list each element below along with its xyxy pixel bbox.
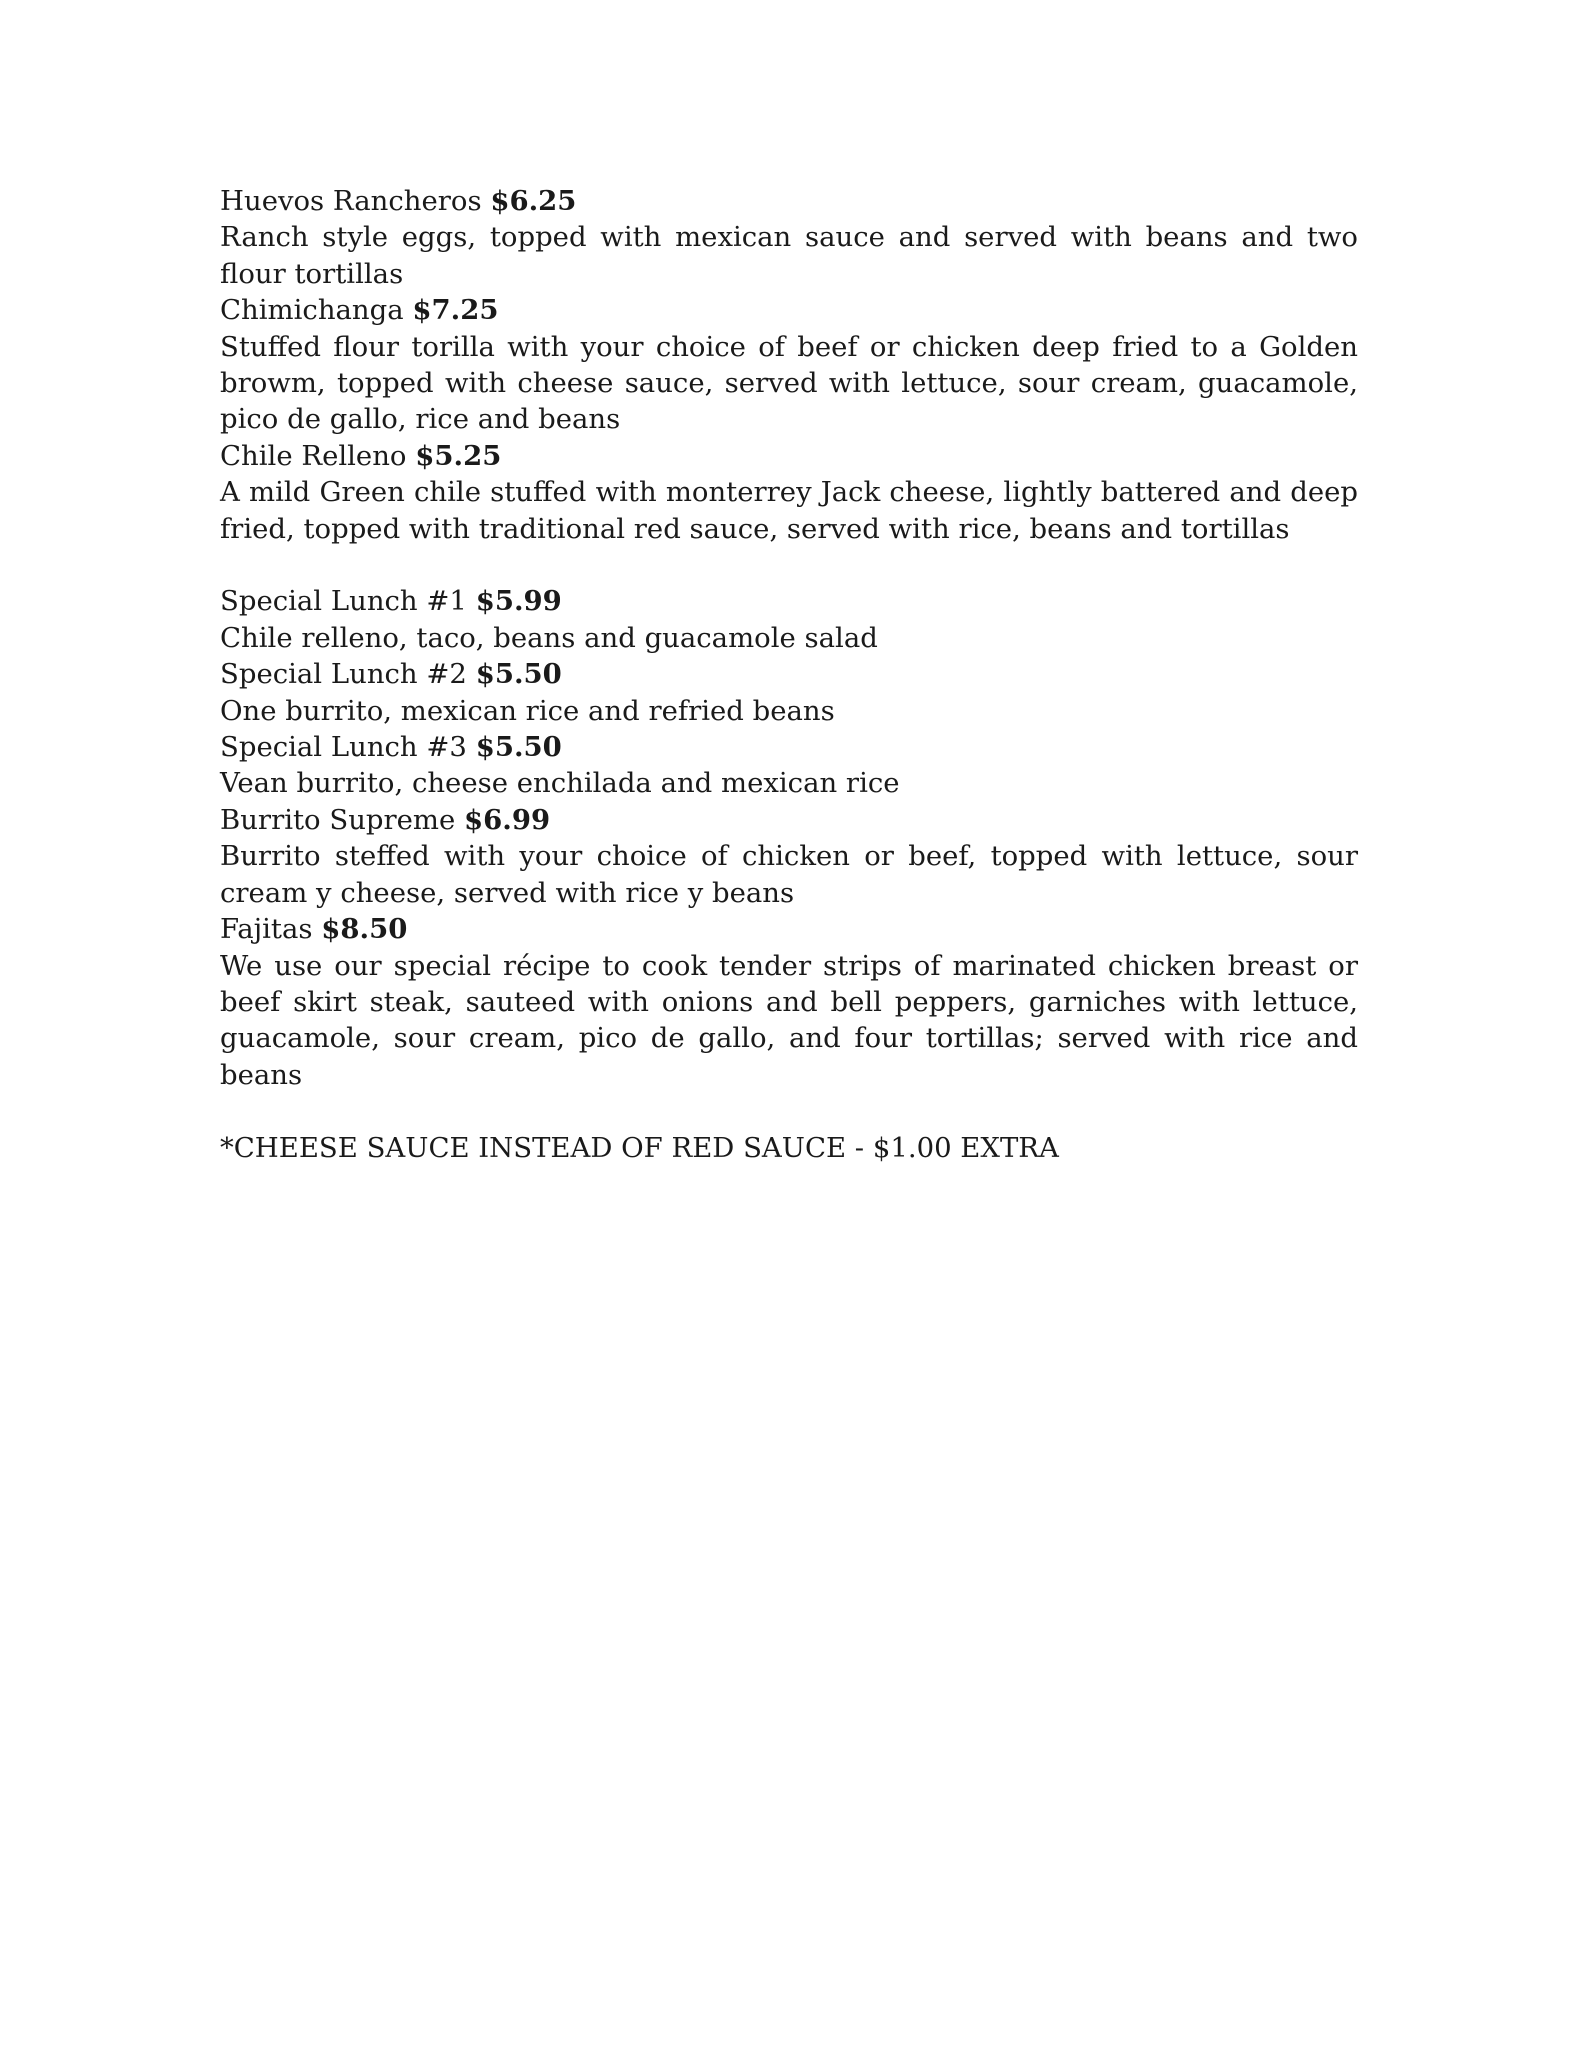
menu-item-name: Burrito Supreme — [220, 803, 456, 836]
section-spacer — [220, 1093, 1358, 1129]
menu-item — [220, 656, 1358, 729]
menu-item — [220, 911, 1358, 1093]
menu-item-name: Special Lunch #3 — [220, 731, 467, 764]
menu-item-description: Chile relleno, taco, beans and guacamole salad — [220, 621, 878, 654]
menu-section-specials — [220, 583, 1358, 1093]
menu-item-description: Stuffed flour torilla with your choice of beef or chicken deep fried to a Golden browm, topped with cheese sauce, served with lettuce, sour cream, guacamole, pico de gallo, rice and beans — [220, 330, 1358, 436]
menu-item-heading — [220, 656, 1358, 692]
menu-item — [220, 438, 1358, 547]
menu-item-price: $7.25 — [412, 294, 499, 327]
menu-page — [220, 183, 1358, 1166]
footnote: *CHEESE SAUCE INSTEAD OF RED SAUCE - $1.00 EXTRA — [220, 1131, 1059, 1164]
menu-item-heading — [220, 802, 1358, 838]
menu-item-description: A mild Green chile stuffed with monterrey Jack cheese, lightly battered and deep fried, topped with traditional red sauce, served with rice, beans and tortillas — [220, 476, 1358, 545]
menu-item-price: $6.99 — [464, 803, 551, 836]
menu-item — [220, 802, 1358, 911]
menu-item-heading — [220, 292, 1358, 328]
menu-item-description: One burrito, mexican rice and refried beans — [220, 694, 835, 727]
menu-item-heading — [220, 911, 1358, 947]
section-spacer — [220, 547, 1358, 583]
menu-item-description: Burrito steffed with your choice of chicken or beef, topped with lettuce, sour cream y cheese, served with rice y beans — [220, 840, 1358, 909]
menu-item-heading — [220, 183, 1358, 219]
menu-item-description: We use our special récipe to cook tender strips of marinated chicken breast or beef skirt steak, sauteed with onions and bell peppers, garniches with lettuce, guacamole, sour cream, pico de gallo, and four tortillas; served with rice and beans — [220, 949, 1358, 1091]
menu-item — [220, 729, 1358, 802]
menu-item-name: Chimichanga — [220, 294, 404, 327]
menu-item — [220, 292, 1358, 438]
menu-item-price: $6.25 — [490, 185, 577, 217]
menu-item-price: $5.50 — [475, 731, 562, 764]
menu-item-name: Special Lunch #1 — [220, 585, 467, 618]
menu-item-name: Huevos Rancheros — [220, 185, 482, 217]
menu-item — [220, 583, 1358, 656]
menu-item-description: Vean burrito, cheese enchilada and mexican rice — [220, 767, 900, 800]
menu-item-heading — [220, 729, 1358, 765]
menu-section-entrees — [220, 183, 1358, 547]
menu-item-name: Fajitas — [220, 913, 313, 946]
menu-item-name: Chile Relleno — [220, 439, 407, 472]
menu-item-price: $5.99 — [475, 585, 562, 618]
menu-item-name: Special Lunch #2 — [220, 658, 467, 691]
menu-item-price: $5.50 — [475, 658, 562, 691]
menu-item-heading — [220, 438, 1358, 474]
menu-item-price: $5.25 — [415, 439, 502, 472]
menu-item — [220, 183, 1358, 292]
menu-item-price: $8.50 — [321, 913, 408, 946]
menu-item-description: Ranch style eggs, topped with mexican sauce and served with beans and two flour tortillas — [220, 221, 1358, 290]
menu-item-heading — [220, 583, 1358, 619]
